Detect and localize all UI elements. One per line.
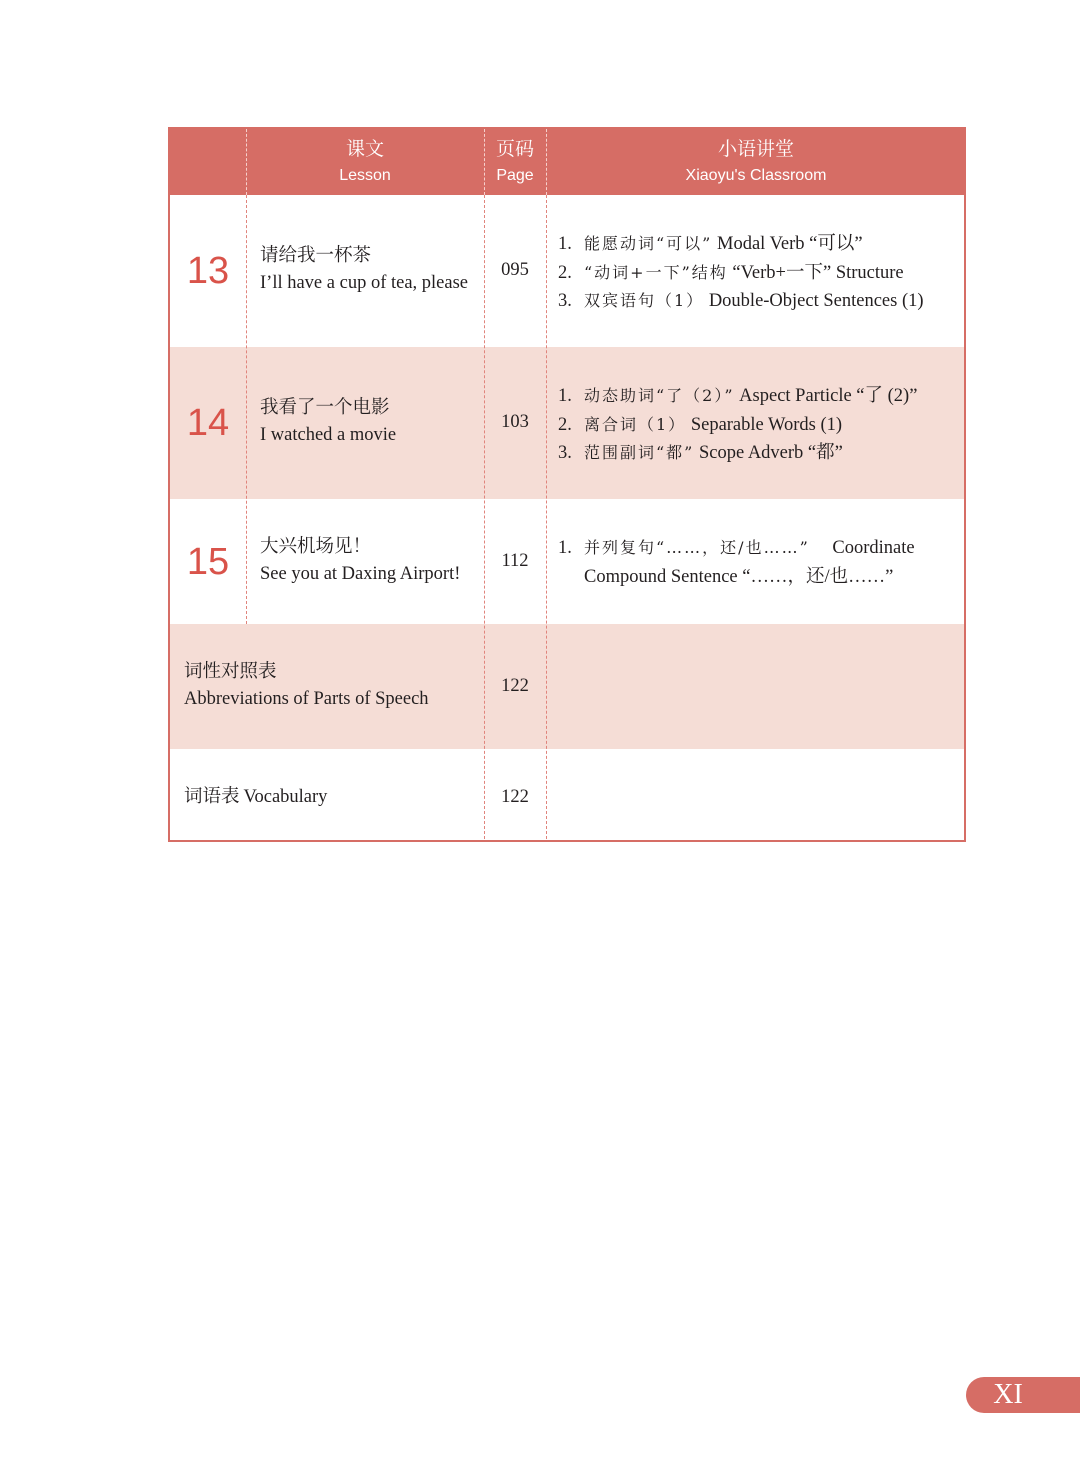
grammar-zh: 双宾语句（1） — [584, 291, 705, 310]
grammar-en: Separable Words (1) — [690, 414, 843, 435]
page-header — [484, 129, 546, 195]
lesson-page[interactable]: 103 — [501, 412, 529, 432]
grammar-item — [558, 411, 964, 440]
grammar-en: Scope Adverb “都” — [699, 443, 843, 463]
grammar-en: “Verb+一下” Structure — [732, 262, 904, 283]
grammar-number: 3. — [558, 443, 572, 463]
lesson-header-en: Lesson — [339, 167, 391, 184]
abbreviations-row[interactable] — [170, 624, 964, 749]
lesson-title-zh: 大兴机场见！ — [260, 536, 372, 557]
column-divider — [484, 195, 485, 842]
lesson-title-zh: 请给我一杯茶 — [260, 245, 372, 266]
grammar-item-continued — [558, 563, 964, 592]
grammar-zh: 动态助词“了（2）” — [584, 386, 735, 405]
lesson-title[interactable] — [260, 395, 485, 449]
column-divider — [546, 195, 547, 842]
lesson-header-zh: 课文 — [345, 139, 384, 160]
lesson-title-en: I’ll have a cup of tea, please — [260, 273, 469, 293]
grammar-number: 1. — [558, 234, 572, 254]
grammar-item — [558, 534, 964, 563]
lesson-row-15[interactable] — [170, 499, 964, 624]
classroom-header — [546, 129, 966, 195]
abbreviations-title[interactable] — [184, 659, 484, 713]
grammar-item — [558, 230, 964, 259]
grammar-item — [558, 287, 964, 316]
grammar-list — [558, 230, 964, 316]
grammar-item — [558, 259, 964, 288]
grammar-en: Coordinate — [832, 538, 915, 558]
grammar-number: 3. — [558, 291, 572, 311]
column-divider — [246, 195, 247, 624]
lesson-number: 14 — [186, 402, 230, 444]
vocabulary-title-en: Vocabulary — [243, 787, 328, 807]
lesson-number: 13 — [186, 250, 230, 292]
page-header-zh: 页码 — [495, 139, 534, 160]
contents-table — [168, 127, 966, 842]
page-header-en: Page — [496, 167, 534, 184]
column-divider — [484, 129, 485, 195]
grammar-item — [558, 382, 964, 411]
grammar-item — [558, 439, 964, 468]
vocabulary-page[interactable]: 122 — [501, 787, 529, 807]
grammar-zh: 能愿动词“可以” — [584, 234, 713, 253]
grammar-zh: 并列复句“……，还/也……” — [584, 538, 810, 557]
lesson-title-en: I watched a movie — [260, 425, 397, 445]
grammar-number: 2. — [558, 262, 572, 283]
lesson-title-zh: 我看了一个电影 — [260, 397, 390, 418]
lesson-page[interactable]: 095 — [501, 260, 529, 280]
lesson-number: 15 — [186, 541, 230, 583]
lesson-title[interactable] — [260, 534, 485, 588]
grammar-en: Double-Object Sentences (1) — [708, 291, 924, 311]
grammar-en: Modal Verb “可以” — [717, 234, 863, 254]
table-header — [170, 129, 964, 195]
grammar-zh: “动词+一下”结构 — [584, 262, 728, 282]
column-divider — [546, 129, 547, 195]
grammar-number: 1. — [558, 538, 572, 558]
abbreviations-page[interactable]: 122 — [501, 676, 529, 696]
grammar-zh: 离合词（1） — [584, 414, 687, 434]
grammar-list — [558, 382, 964, 468]
vocabulary-title[interactable] — [184, 783, 484, 811]
lesson-row-14[interactable] — [170, 347, 964, 499]
lesson-page[interactable]: 112 — [501, 551, 529, 571]
classroom-header-zh: 小语讲堂 — [717, 139, 794, 160]
vocabulary-row[interactable] — [170, 749, 964, 842]
classroom-header-en: Xiaoyu's Classroom — [685, 167, 827, 184]
lesson-title-en: See you at Daxing Airport! — [260, 564, 461, 584]
vocabulary-title-zh: 词语表 — [184, 786, 240, 807]
abbreviations-title-en: Abbreviations of Parts of Speech — [184, 689, 429, 709]
lesson-header — [246, 129, 484, 195]
grammar-en: Aspect Particle “了 (2)” — [739, 386, 918, 406]
lesson-title[interactable] — [260, 243, 485, 297]
abbreviations-title-zh: 词性对照表 — [184, 661, 277, 682]
grammar-number: 1. — [558, 386, 572, 406]
grammar-en: Compound Sentence “……，还/也……” — [584, 566, 894, 587]
grammar-list — [558, 534, 964, 591]
page-number-tab: XI — [966, 1377, 1080, 1413]
column-divider — [246, 129, 247, 195]
grammar-zh: 范围副词“都” — [584, 443, 695, 462]
grammar-number: 2. — [558, 414, 572, 435]
lesson-row-13[interactable] — [170, 195, 964, 347]
